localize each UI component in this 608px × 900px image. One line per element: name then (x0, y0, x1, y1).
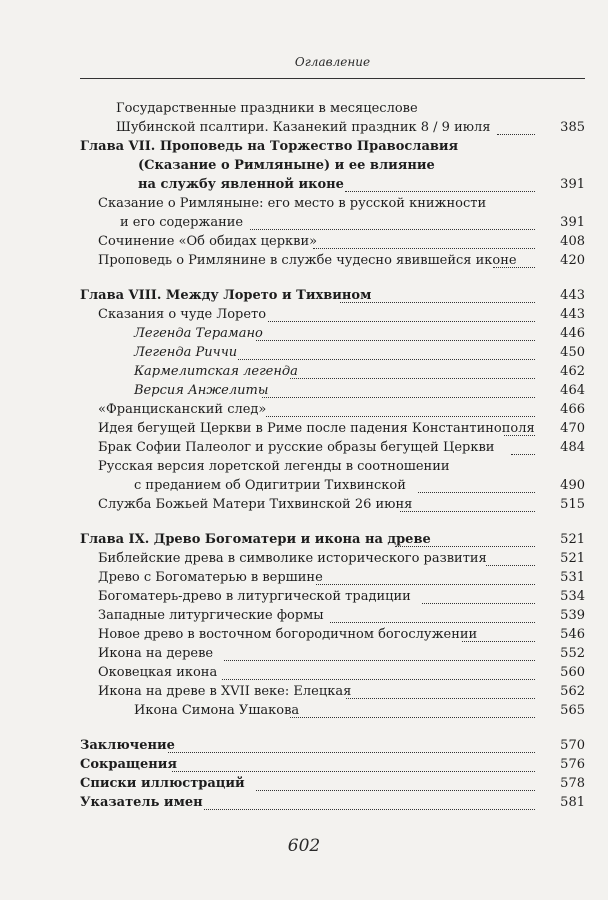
toc-entry-text: Икона на древе в XVII веке: Елецкая (98, 684, 352, 699)
toc-entry-text: «Францисканский след» (98, 402, 267, 417)
toc-entry-page: 560 (560, 665, 585, 680)
toc-entry-page: 534 (560, 589, 585, 604)
toc-entry (0, 362, 608, 381)
running-header: Оглавление (294, 55, 371, 69)
toc-chapter (0, 175, 608, 194)
toc-entry-page: 539 (560, 608, 585, 623)
toc-entry-page: 562 (560, 684, 585, 699)
toc-chapter (0, 156, 608, 175)
toc-entry (0, 606, 608, 625)
toc-entry (0, 663, 608, 682)
toc-entry-text: Государственные праздники в месяцеслове (116, 101, 418, 116)
toc-entry (0, 232, 608, 251)
leader-dots (172, 759, 535, 772)
toc-entry-page: 443 (560, 307, 585, 322)
toc-chapter-title: (Сказание о Римляныне) и ее влияние (138, 158, 435, 173)
toc-chapter-title: на службу явленной иконе (138, 177, 344, 192)
toc-entry (0, 305, 608, 324)
toc-entry-page: 531 (560, 570, 585, 585)
toc-chapter (0, 736, 608, 755)
toc-entry-text: Икона на дереве (98, 646, 214, 661)
leader-dots (340, 290, 535, 303)
toc-entry-page: 462 (560, 364, 585, 379)
toc-entry-text: Легенда Терамано (134, 326, 263, 341)
toc-entry-text: Богоматерь-древо в литургической традиции (98, 589, 411, 604)
page-number: 602 (287, 836, 321, 856)
table-of-contents (0, 99, 608, 812)
toc-chapter (0, 793, 608, 812)
leader-dots (262, 385, 535, 398)
toc-entry-text: Русская версия лоретской легенды в соотношении (98, 459, 450, 474)
leader-dots (422, 591, 535, 604)
toc-chapter (0, 286, 608, 305)
toc-entry-text: Оковецкая икона (98, 665, 218, 680)
toc-entry-text: Кармелитская легенда (134, 364, 298, 379)
toc-entry-text: Новое древо в восточном богородичном богослужении (98, 627, 478, 642)
toc-chapter (0, 755, 608, 774)
toc-entry-page: 546 (560, 627, 585, 642)
toc-entry-text: с преданием об Одигитрии Тихвинской (134, 478, 406, 493)
toc-entry (0, 324, 608, 343)
toc-entry (0, 99, 608, 118)
toc-entry-text: Западные литургические формы (98, 608, 324, 623)
toc-entry-page: 446 (560, 326, 585, 341)
toc-entry (0, 118, 608, 137)
leader-dots (266, 404, 535, 417)
toc-entry (0, 343, 608, 362)
toc-entry-page: 552 (560, 646, 585, 661)
leader-dots (224, 648, 535, 661)
leader-dots (497, 122, 535, 135)
leader-dots (395, 534, 535, 547)
leader-dots (222, 667, 535, 680)
leader-dots (486, 553, 535, 566)
leader-dots (168, 740, 535, 753)
toc-entry-page: 490 (560, 478, 585, 493)
header-rule (80, 78, 585, 79)
leader-dots (238, 347, 535, 360)
toc-entry-page: 391 (560, 215, 585, 230)
toc-chapter (0, 530, 608, 549)
toc-entry (0, 476, 608, 495)
leader-dots (400, 499, 535, 512)
toc-entry (0, 549, 608, 568)
toc-entry-page: 484 (560, 440, 585, 455)
toc-entry (0, 438, 608, 457)
leader-dots (290, 705, 535, 718)
toc-chapter (0, 774, 608, 793)
toc-chapter-page: 576 (560, 757, 585, 772)
leader-dots (330, 610, 535, 623)
toc-chapter-page: 570 (560, 738, 585, 753)
leader-dots (316, 572, 535, 585)
toc-chapter-page: 578 (560, 776, 585, 791)
toc-entry-page: 420 (560, 253, 585, 268)
leader-dots (418, 480, 535, 493)
leader-dots (250, 217, 535, 230)
toc-chapter-title: Сокращения (80, 757, 178, 772)
toc-entry (0, 457, 608, 476)
leader-dots (493, 255, 535, 268)
toc-entry (0, 644, 608, 663)
toc-entry (0, 400, 608, 419)
toc-chapter-title: Заключение (80, 738, 175, 753)
toc-entry (0, 194, 608, 213)
toc-entry-page: 408 (560, 234, 585, 249)
toc-entry-page: 466 (560, 402, 585, 417)
toc-chapter-page: 391 (560, 177, 585, 192)
toc-chapter-page: 443 (560, 288, 585, 303)
toc-entry-text: Брак Софии Палеолог и русские образы бегущей Церкви (98, 440, 495, 455)
toc-entry-text: Легенда Риччи (134, 345, 238, 360)
toc-entry-page: 565 (560, 703, 585, 718)
toc-entry-text: Идея бегущей Церкви в Риме после падения Константинополя (98, 421, 535, 436)
toc-entry-text: Библейские древа в символике исторического развития (98, 551, 487, 566)
toc-chapter-title: Указатель имен (80, 795, 203, 810)
toc-entry-text: Икона Симона Ушакова (134, 703, 300, 718)
toc-entry (0, 568, 608, 587)
toc-entry-page: 385 (560, 120, 585, 135)
toc-chapter-title: Глава IX. Древо Богоматери и икона на древе (80, 532, 431, 547)
toc-entry (0, 682, 608, 701)
leader-dots (290, 366, 535, 379)
toc-entry (0, 625, 608, 644)
toc-entry (0, 381, 608, 400)
toc-chapter (0, 137, 608, 156)
toc-entry-page: 464 (560, 383, 585, 398)
toc-entry-page: 521 (560, 551, 585, 566)
toc-entry (0, 495, 608, 514)
toc-entry-text: и его содержание (120, 215, 244, 230)
leader-dots (511, 442, 535, 455)
leader-dots (313, 236, 535, 249)
leader-dots (256, 328, 535, 341)
toc-entry-text: Шубинской псалтири. Казанекий праздник 8 / 9 июля (116, 120, 491, 135)
toc-entry-text: Версия Анжелиты (134, 383, 269, 398)
toc-entry-page: 450 (560, 345, 585, 360)
toc-entry-page: 470 (560, 421, 585, 436)
toc-entry-text: Сказания о чуде Лорето (98, 307, 267, 322)
leader-dots (504, 423, 535, 436)
leader-dots (462, 629, 535, 642)
toc-chapter-page: 581 (560, 795, 585, 810)
toc-entry (0, 701, 608, 720)
toc-entry-text: Древо с Богоматерью в вершине (98, 570, 323, 585)
leader-dots (268, 309, 535, 322)
toc-entry-text: Сказание о Римляныне: его место в русской книжности (98, 196, 487, 211)
toc-entry (0, 213, 608, 232)
leader-dots (346, 686, 535, 699)
toc-entry-text: Служба Божьей Матери Тихвинской 26 июня (98, 497, 413, 512)
toc-entry (0, 587, 608, 606)
leader-dots (204, 797, 535, 810)
toc-entry (0, 251, 608, 270)
toc-chapter-title: Списки иллюстраций (80, 776, 245, 791)
leader-dots (256, 778, 535, 791)
toc-entry (0, 419, 608, 438)
toc-chapter-title: Глава VII. Проповедь на Торжество Православия (80, 139, 459, 154)
toc-chapter-title: Глава VIII. Между Лорето и Тихвином (80, 288, 372, 303)
toc-entry-text: Проповедь о Римлянине в службе чудесно явившейся иконе (98, 253, 517, 268)
toc-entry-page: 515 (560, 497, 585, 512)
toc-chapter-page: 521 (560, 532, 585, 547)
toc-entry-text: Сочинение «Об обидах церкви» (98, 234, 318, 249)
leader-dots (345, 179, 535, 192)
